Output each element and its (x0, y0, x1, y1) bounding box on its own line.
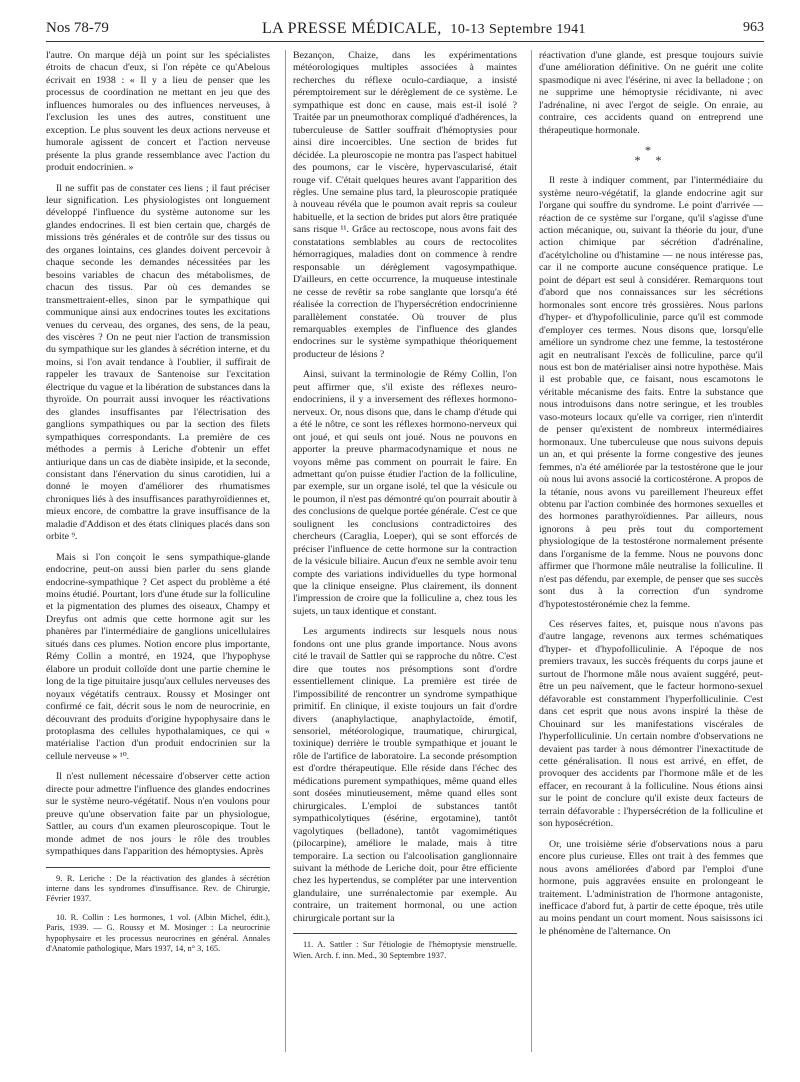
section-break-asterisks (539, 143, 763, 168)
paragraph: Les arguments indirects sur lesquels nous nous fondons ont une plus grande importance. Nous avons cité le travail de Sattler qui se rapproche du nôtre. C'est dire que toutes nos présomptions sont d'ordre essentiellement clinique. La première est tirée de l'impossibilité de rencontrer un syndrome sympathique primitif. En clinique, il existe toujours un fait d'ordre divers (anaphylactique, anaphylactoïde, émotif, sensoriel, météorologique, traumatique, chirurgical, toxinique) derrière le trouble sympathique et jouant le rôle de l'artifice de laboratoire. La seconde présomption est d'ordre thérapeutique. Elle réside dans l'échec des médications purement sympathiques, même quand elles sont dosées minutieusement, même quand elles sont chirurgicales. L'emploi de substances tantôt sympathicolytiques (ésérine, ergotamine), tantôt vagolytiques (belladone), tantôt vagomimétiques (pilocarpine), améliore le malade, mais à titre temporaire. La section ou l'alcoolisation ganglionnaire suivant la méthode de Leriche doit, pour être efficiente chez les hypertendus, se compléter par une intervention glandulaire, une surrénalectomie par exemple. Au contraire, un traitement hormonal, ou une action chirurgicale portant sur la (293, 626, 517, 924)
footnote-10: 10. R. Collin : Les hormones, 1 vol. (Albin Michel, édit.), Paris, 1939. — G. Roussy et M. Mosinger : La neurocrinie hypophysaire et les processus neurocrines en général. Annales d'Anatomie pathologique, Mars 1937, 14, n° 3, 165. (46, 912, 270, 953)
paragraph: Ainsi, suivant la terminologie de Rémy Collin, l'on peut affirmer que, s'il existe des réflexes neuro-endocriniens, il y a inversement des réflexes hormono-nerveux. Or, nous disons que, dans le champ d'étude qui a été le nôtre, ce sont les réflexes hormono-nerveux qui ont joué, et qui seuls ont joué. Nous ne pouvons en apporter la preuve pharmacodynamique et nous ne voyons même pas comment on pourrait le faire. En admettant qu'on puisse étudier l'action de la folliculine, par exemple, sur un organe isolé, tel que la vésicule ou le poumon, il n'est pas démontré qu'on pourrait aboutir à des conclusions de quelque portée générale. C'est ce que soulignent les conclusions contradictoires des chercheurs (Caraglia, Loeper), qui se sont efforcés de préciser l'influence de cette hormone sur la contraction de la vésicule biliaire. Aucun d'eux ne semble avoir tenu compte des variations individuelles du type hormonal que la clinique enseigne. Plus clairement, ils donnent l'impression de croire que la folliculine a, chez tous les sujets, un taux identique et constant. (293, 369, 517, 617)
paragraph: Mais si l'on conçoit le sens sympathique-glande endocrine, peut-on aussi bien parler du sens glande endocrine-sympathique ? Cet aspect du problème a été moins étudié. Pourtant, lors d'une étude sur la folliculine et la pigmentation des plumes des oiseaux, Champy et Dreyfus ont admis que cette hormone agit sur les phanères par l'intermédiaire de ganglions unicellulaires situés dans ces plumes. Notion encore plus importante, Rémy Collin a montré, en 1924, que l'hypophyse élabore un produit colloïde dont une partie chemine le long de la tige pituitaire jusqu'aux cellules nerveuses des noyaux végétatifs centraux. Roussy et Mosinger ont confirmé ce fait, décrit sous le nom de neurocrinie, en découvrant des produits d'origine hypophysaire dans le protoplasma des cellules hypothalamiques, ce qui « matérialise l'action d'un produit endocrinien sur la cellule nerveuse » ¹⁰. (46, 551, 270, 762)
paragraph: Bezançon, Chaize, dans les expérimentations météorologiques multiples associées à maintes recherches du réflexe oculo-cardiaque, a insisté péremptoirement sur le dérèglement de ce système. Le sympathique est donc en cause, mais est-il isolé ? Traitée par un pneumothorax compliqué d'adhérences, la tuberculeuse de Sattler souffrait d'hémoptysies pour ainsi dire incoercibles. Une section de brides fut décidée. La pleuroscopie ne montra pas l'aspect habituel des poumons, car le viscère, hypervascularisé, était rouge vif. C'était quelques heures avant l'apparition des règles. Une semaine plus tard, la pleuroscopie pratiquée à nouveau révéla que le poumon avait repris sa couleur habituelle, et la section de brides put alors être pratiquée sans risque ¹¹. Grâce au rectoscope, nous avons fait des constatations semblables au cours de rectocolites hémorragiques, maladies dont on commence à rendre responsable un dérèglement vagosympathique. D'ailleurs, en cette occurrence, la muqueuse intestinale ne cesse de revêtir sa robe sanglante que lorsqu'a été réalisée la correction de l'hypersécrétion endocrinienne parallèlement constatée. Où trouver de plus remarquables exemples de l'influence des glandes endocrines sur le système sympathique théoriquement producteur de lésions ? (293, 50, 517, 360)
footnote-9: 9. R. Leriche : De la réactivation des glandes à sécrétion interne dans les syndromes d'insuffisance. Rev. de Chirurgie, Février 1937. (46, 873, 270, 904)
paragraph: Ces réserves faites, et, puisque nous n'avons pas d'autre langage, revenons aux termes schématiques d'hyper- et d'hypofolliculinie. A l'époque de nos premiers travaux, les succès fréquents du corps jaune et surtout de l'hormone mâle nous avaient suggéré, peut-être un peu naïvement, que le facteur hormono-sexuel défavorable est constamment l'hyperfolliculinie. C'est dans cet esprit que nous avons inspiré la thèse de Chouinard sur les manifestations viscérales de l'hyperfolliculinie. Un certain nombre d'observations ne devaient pas tarder à nous démontrer l'inexactitude de cette généralisation. Il nous est arrivé, en effet, de provoquer des accidents par l'hormone mâle et de les effacer, en recourant à la folliculine. Nous étions ainsi sur le point de conclure qu'il existe deux facteurs de terrain défavorable : l'hypersécrétion de la folliculine et son hyposécrétion. (539, 619, 763, 830)
issue-number: Nos 78-79 (46, 20, 109, 36)
page-header (46, 20, 764, 42)
paragraph: Il n'est nullement nécessaire d'observer cette action directe pour admettre l'influence des glandes endocrines sur le système neuro-végétatif. Nous n'en voulons pour preuve qu'une observation faite par un physiologue, Sattler, au cours d'un examen pleuroscopique. Tout le monde admet de nos jours le rôle des troubles sympathiques dans l'apparition des hémoptysies. Après (46, 771, 270, 858)
asterisk-top: * (645, 143, 657, 158)
column-1 (46, 50, 270, 962)
footnote-separator (46, 867, 270, 868)
asterisk-bottom: * * (634, 153, 668, 168)
paragraph: Or, une troisième série d'observations nous a paru encore plus curieuse. Elles ont trait à des femmes que nous avons améliorées d'abord par l'emploi d'une hormone, puis aggravées ensuite en prolongeant le traitement. L'administration de l'hormone antagoniste, inefficace d'abord fut, à partir de cette époque, très utile au moins pendant un court moment. Nous saisissons ici le phénomène de l'alternance. On (539, 838, 763, 937)
journal-title-and-date: LA PRESSE MÉDICALE, 10-13 Septembre 1941 (262, 20, 586, 37)
journal-title: LA PRESSE MÉDICALE (262, 20, 438, 37)
footnote-11: 11. A. Sattler : Sur l'étiologie de l'hémoptysie menstruelle. Wien. Arch. f. inn. Med., 30 Septembre 1937. (293, 940, 517, 960)
paragraph: réactivation d'une glande, est presque toujours suivie d'une amélioration définitive. On ne guérit une colite spasmodique ni avec l'ésérine, ni avec la belladone ; on ne supprime une hémoptysie récidivante, ni avec l'adrénaline, ni avec l'ergot de seigle. On enraie, au contraire, ces accidents quand on entreprend une thérapeutique hormonale. (539, 50, 763, 136)
paragraph: Il reste à indiquer comment, par l'intermédiaire du système neuro-végétatif, la glande endocrine agit sur l'organe qui souffre du syndrome. Le point d'arrivée — réaction de ce système sur l'organe, qu'il s'agisse d'une action mécanique, ou, suivant la théorie du jour, d'une action chimique par sécrétion d'adrénaline, d'acétylcholine ou d'histamine — ne nous intéresse pas, car il ne comporte aucune conséquence pratique. Le point de départ est seul à considérer. Remarquons tout d'abord que nos connaissances sur les sécrétions hormonales sont encore très grossières. Nous parlons d'hyper- et d'hypofolliculinie, parce qu'il est commode d'employer ces termes. Nous disons que, lorsqu'elle améliore un syndrome chez une femme, la testostérone agit en neutralisant l'excès de folliculine, parce qu'il nous est bon de matérialiser ainsi notre hypothèse. Mais il est probable que, ce faisant, nous escamotons le véritable mécanisme des faits. Entre la substance que nous introduisons dans notre seringue, et les troubles vaso-moteurs locaux qu'elle va corriger, rien n'interdit de penser qu'existent de nombreux intermédiaires hormonaux. Une tuberculeuse que nous suivons depuis un an, et qui présente la forme congestive des jeunes femmes, n'a été améliorée par la testostérone que le jour où nous lui avons associé la corticostérone. A propos de la tétanie, nous avons vu pareillement l'heureux effet obtenu par l'action combinée des hormones sexuelles et des hormones parathyroïdiennes. Par ailleurs, nous ignorons à peu près tout du comportement physiologique de la testostérone normalement présente dans l'organisme de la femme. Nous ne pouvons donc affirmer que l'hormone mâle neutralise la folliculine. Il n'est pas défendu, par exemple, de penser que ses succès sont dus à la correction d'un syndrome d'hypotestostéronémie chez la femme. (539, 175, 763, 610)
column-divider-2 (531, 50, 532, 1052)
column-2 (293, 50, 517, 969)
footnote-separator (293, 933, 517, 934)
paragraph: l'autre. On marque déjà un point sur les spécialistes étroits de chacun d'eux, si l'on répète ce qu'Abelous écrivait en 1938 : « Il y a lieu de penser que les processus de coordination ne mettant en jeu que des influences humorales ou des influences nerveuses, à l'exclusion les unes des autres, constituent une exception. Le plus souvent les deux actions nerveuse et humorale agissent de concert et l'action nerveuse présente la plus grande ressemblance avec l'action du produit endocrinien. » (46, 50, 270, 174)
paragraph: Il ne suffit pas de constater ces liens ; il faut préciser leur signification. Les physiologistes ont longuement développé l'influence du système autonome sur les glandes endocrines. Il est bien certain que, chargés de missions très générales et de contrôle sur des tissus ou des organes lointains, ces glandes doivent percevoir à chaque seconde les demandes nécessitées par les besoins variables de chacun des métabolismes, de chacun des tissus. Par où ces demandes se transmettraient-elles, sinon par le sympathique qui communique ainsi aux endocrines toutes les excitations venues du cerveau, des organes, des sens, de la peau, des viscères ? On ne peut nier l'action de transmission du sympathique sur les glandes à sécrétion interne, et du moins, si l'on avait tendance à l'oublier, il suffirait de rappeler les travaux de Santenoise sur l'excitation électrique du vague et la libération de substances dans la thyroïde. On pourrait aussi invoquer les réactivations des glandes insuffisantes par l'électrisation des ganglions sympathiques ou par la section des filets sympathiques correspondants. La première de ces méthodes a permis à Leriche d'obtenir un effet antiurique dans un cas de diabète insipide, et la seconde, consistant dans l'énervation du sinus carotidien, lui a donné le moyen d'améliorer des rhumatismes chroniques liés à des insuffisances parathyroïdiennes et, mieux encore, de combattre la grave insuffisance de la maladie d'Addison et des états cliniques placés dans son orbite ⁹. (46, 182, 270, 543)
header-rule (46, 41, 764, 42)
column-divider-1 (285, 50, 286, 1052)
issue-date: 10-13 Septembre 1941 (450, 22, 586, 37)
page-number: 963 (743, 20, 764, 35)
column-3 (539, 50, 763, 946)
